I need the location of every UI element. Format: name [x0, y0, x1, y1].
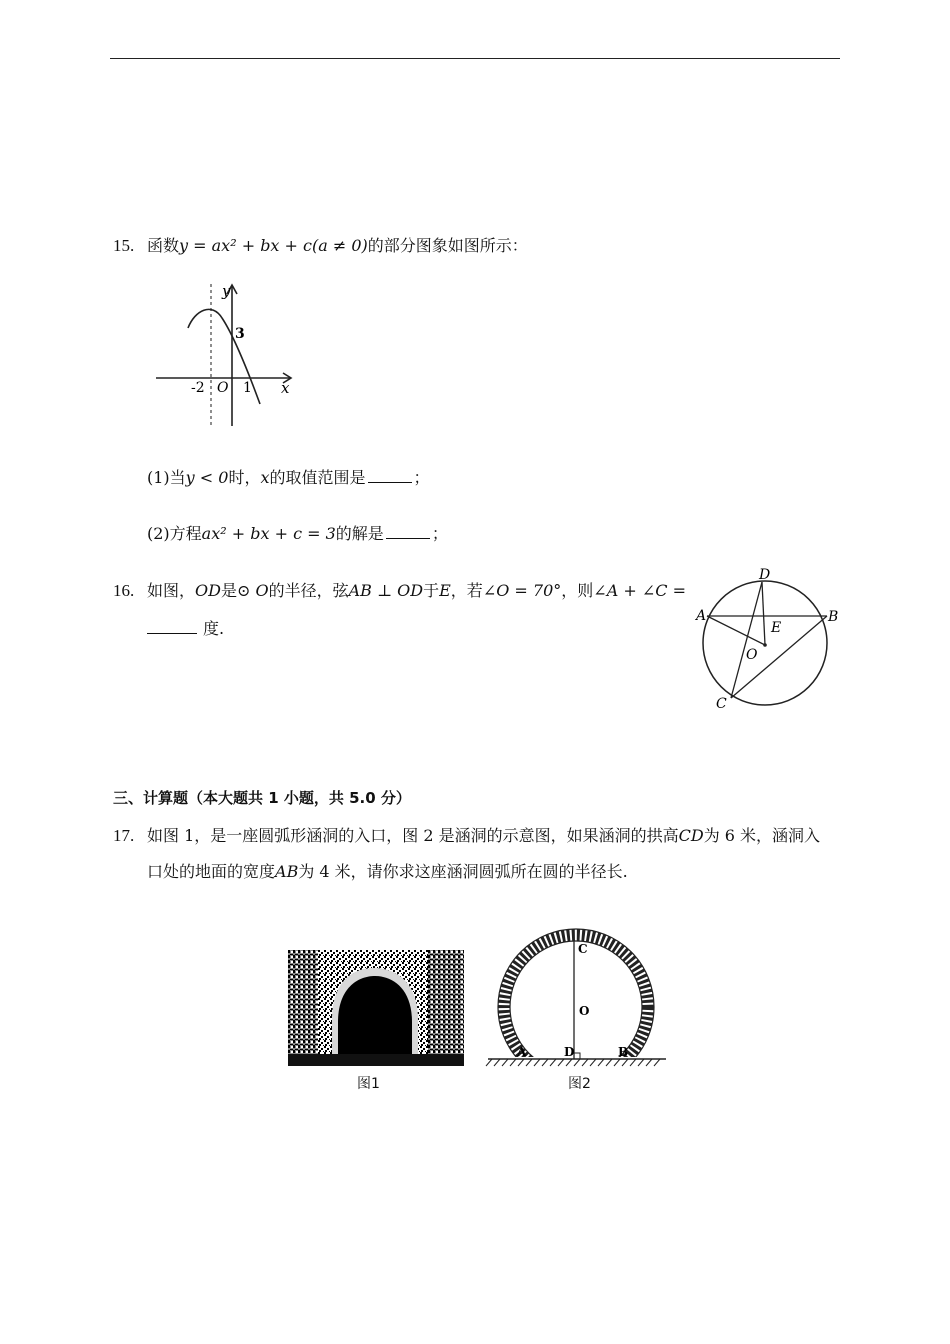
q16-text-e: ，若 [450, 581, 483, 600]
label-d: D [564, 1045, 575, 1059]
segment-dc [731, 582, 762, 698]
q17-line1 [147, 825, 820, 847]
q16-answer-blank[interactable] [147, 619, 197, 634]
q15-stem [147, 235, 528, 257]
section3-heading: 三、计算题（本大题共 1 小题，共 5.0 分） [113, 789, 411, 807]
photo-ground [288, 1054, 464, 1066]
q17-number: 17. [113, 826, 135, 845]
q16-text-f: ，则 [561, 581, 594, 600]
label-a: A [696, 608, 707, 624]
q15-stem-post: 的部分图象如图所示： [367, 236, 528, 255]
q17-line2-a: 口处的地面的宽度 [147, 862, 276, 881]
segment-ao [707, 616, 765, 645]
q15-part2-post: 的解是 [335, 524, 384, 543]
figure2-caption: 图2 [568, 1076, 591, 1092]
label-a: A [517, 1045, 527, 1059]
q15-part2-pre: (2)方程 [147, 524, 202, 543]
q17-line2-b: 为 4 米，请你求这座涵洞圆弧所在圆的半径长. [298, 862, 628, 881]
q17-line1-b: 为 6 米，涵洞入 [703, 826, 821, 845]
figure1-caption: 图1 [357, 1076, 380, 1092]
label-b: B [618, 1045, 629, 1059]
tick-1-label: 1 [243, 380, 252, 396]
photo-left-wall [288, 950, 318, 1066]
q17-cd: CD [678, 826, 704, 845]
q15-parabola-graph [150, 280, 300, 430]
x-label: x [281, 379, 290, 397]
q15-part1-pre: (1)当 [147, 468, 186, 487]
q17-figure2-diagram [484, 925, 670, 1070]
q16-text-a: 如图， [147, 581, 196, 600]
q17-ab: AB [275, 862, 299, 881]
q16-text-end: 度. [203, 619, 225, 638]
center-o-dot [763, 643, 767, 647]
y-label: y [222, 282, 231, 300]
q15-stem-pre: 函数 [147, 236, 180, 255]
q16-text-c: 的半径，弦 [268, 581, 349, 600]
intercept-3-label: 3 [235, 326, 245, 342]
label-o: O [746, 647, 758, 663]
q16-line1 [147, 580, 686, 602]
q16-e: E [439, 581, 451, 600]
q15-part1-end: ； [413, 468, 430, 487]
top-rule [110, 58, 840, 59]
q15-number: 15. [113, 236, 135, 255]
tick-neg2-label: -2 [191, 380, 205, 396]
q16-text-b: 是 [220, 581, 237, 600]
label-b: B [828, 609, 839, 625]
origin-label: O [217, 380, 229, 396]
q17-line2 [147, 861, 628, 883]
q16-od: OD [195, 581, 221, 600]
q15-part1 [147, 467, 430, 489]
arch-opening [338, 976, 412, 1066]
label-e: E [771, 620, 782, 636]
q15-part2-end: ； [431, 524, 448, 543]
label-c: C [578, 942, 588, 956]
q16-text-d: 于 [423, 581, 440, 600]
q16-chord: AB ⊥ OD [348, 581, 424, 600]
q15-part2-answer-blank[interactable] [386, 524, 430, 539]
q16-angle-o: ∠O = 70° [482, 581, 562, 600]
q15-part2-equation: ax² + bx + c = 3 [201, 524, 336, 543]
q16-line2 [147, 618, 224, 640]
radius-od [762, 582, 765, 645]
q15-part1-condition: y < 0 [185, 468, 229, 487]
q16-angle-sum: ∠A + ∠C = [593, 581, 686, 600]
q16-number: 16. [113, 581, 135, 600]
photo-right-wall [428, 950, 464, 1066]
label-d: D [759, 567, 771, 583]
q17-figure1-photo [288, 950, 464, 1066]
label-o: O [579, 1004, 590, 1018]
q16-circle-diagram [690, 565, 845, 715]
label-c: C [716, 696, 727, 712]
q15-part1-var: x [260, 468, 270, 487]
q15-function: y = ax² + bx + c(a ≠ 0) [179, 236, 368, 255]
q16-circle-o: ⊙ O [236, 581, 269, 600]
q15-part1-post: 的取值范围是 [269, 468, 366, 487]
q15-part2 [147, 523, 448, 545]
q15-part1-answer-blank[interactable] [368, 468, 412, 483]
q17-line1-a: 如图 1，是一座圆弧形涵洞的入口，图 2 是涵洞的示意图，如果涵洞的拱高 [147, 826, 679, 845]
q15-part1-mid: 时， [228, 468, 261, 487]
